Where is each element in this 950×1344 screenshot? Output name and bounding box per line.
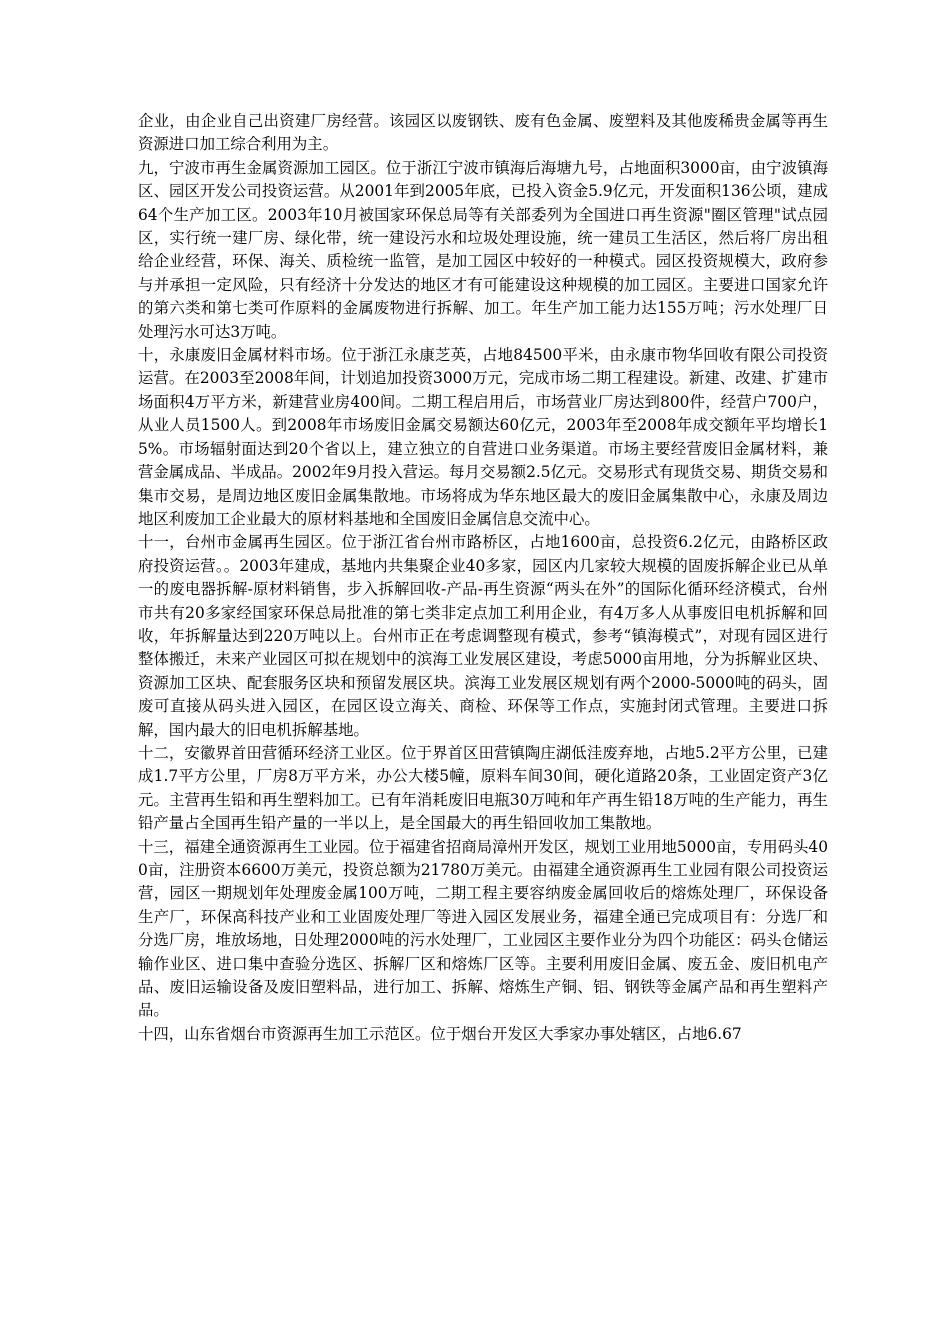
paragraph-fujian-quantong-park: 十三，福建全通资源再生工业园。位于福建省招商局漳州开发区，规划工业用地5000亩，专用码头400亩，注册资本6600万美元，投资总额为21780万美元。由福建全通资源再生工业园有限公司投资运营，园区一期规划年处理废金属100万吨，二期工程主要容纳废金属回收后的熔炼处理厂，环保设备生产厂，环保高科技产业和工业固废处理厂等进入园区发展业务，福建全通已完成项目有：分选厂和分选厂房，堆放场地，日处理2000吨的污水处理厂，工业园区主要作业分为四个功能区：码头仓储运输作业区、进口集中查验分选区、拆解厂区和熔炼厂区等。主要利用废旧金属、废五金、废旧机电产品、废旧运输设备及废旧塑料品，进行加工、拆解、熔炼生产铜、铝、钢铁等金属产品和再生塑料产品。 bbox=[138, 837, 828, 1020]
paragraph-ningbo-park: 九，宁波市再生金属资源加工园区。位于浙江宁波市镇海后海塘九号，占地面积3000亩，由宁波镇海区、园区开发公司投资运营。从2001年到2005年底，已投入资金5.9亿元，开发面积136公顷，建成64个生产加工区。2003年10月被国家环保总局等有关部委列为全国进口再生资源"圈区管理"试点园区，实行统一建厂房、绿化带，统一建设污水和垃圾处理设施，统一建员工生活区，然后将厂房出租给企业经营，环保、海关、质检统一监管，是加工园区中较好的一种模式。园区投资规模大，政府参与并承担一定风险，只有经济十分发达的地区才有可能建设这种规模的加工园区。主要进口国家允许的第六类和第七类可作原料的金属废物进行拆解、加工。年生产加工能力达155万吨；污水处理厂日处理污水可达3万吨。 bbox=[138, 158, 828, 341]
paragraph-shandong-yantai-zone: 十四，山东省烟台市资源再生加工示范区。位于烟台开发区大季家办事处辖区，占地6.67 bbox=[138, 1024, 742, 1043]
paragraph-intro-continuation: 企业，由企业自己出资建厂房经营。该园区以废钢铁、废有色金属、废塑料及其他废稀贵金属等再生资源进口加工综合利用为主。 bbox=[138, 112, 828, 154]
paragraph-anhui-jieshou-zone: 十二，安徽界首田营循环经济工业区。位于界首区田营镇陶庄湖低洼废弃地，占地5.2平方公里，已建成1.7平方公里，厂房8万平方米，办公大楼5幢，原料车间30间，硬化道路20条，工业固定资产3亿元。主营再生铅和再生塑料加工。已有年消耗废旧电瓶30万吨和年产再生铅18万吨的生产能力，再生铅产量占全国再生铅产量的一半以上，是全国最大的再生铅回收加工集散地。 bbox=[138, 743, 828, 833]
paragraph-taizhou-park: 十一，台州市金属再生园区。位于浙江省台州市路桥区，占地1600亩，总投资6.2亿元，由路桥区政府投资运营。。2003年建成，基地内共集聚企业40多家，园区内几家较大规模的固废拆解企业已从单一的废电器拆解-原材料销售，步入拆解回收-产品-再生资源“两头在外”的国际化循环经济模式，台州市共有20多家经国家环保总局批准的第七类非定点加工利用企业，有4万多人从事废旧电机拆解和回收，年拆解量达到220万吨以上。台州市正在考虑调整现有模式，参考“镇海模式”，对现有园区进行整体搬迁，未来产业园区可拟在规划中的滨海工业发展区建设，考虑5000亩用地，分为拆解业区块、资源加工区块、配套服务区块和预留发展区块。滨海工业发展区规划有两个2000-5000吨的码头，固废可直接从码头进入园区，在园区设立海关、商检、环保等工作点，实施封闭式管理。主要进口拆解，国内最大的旧电机拆解基地。 bbox=[138, 533, 828, 739]
document-page bbox=[138, 110, 828, 1046]
paragraph-yongkang-market: 十，永康废旧金属材料市场。位于浙江永康芝英，占地84500平米，由永康市物华回收有限公司投资运营。在2003至2008年间，计划追加投资3000万元，完成市场二期工程建设。新建、改建、扩建市场面积4万平方米，新建营业房400间。二期工程启用后，市场营业厂房达到800件，经营户700户，从业人员1500人。到2008年市场废旧金属交易额达60亿元，2003年至2008年成交额年平均增长15%。市场辐射面达到20个省以上，建立独立的自营进口业务渠道。市场主要经营废旧金属材料，兼营金属成品、半成品。2002年9月投入营运。每月交易额2.5亿元。交易形式有现货交易、期货交易和集市交易，是周边地区废旧金属集散地。市场将成为华东地区最大的废旧金属集散中心，永康及周边地区利废加工企业最大的原材料基地和全国废旧金属信息交流中心。 bbox=[138, 346, 828, 528]
